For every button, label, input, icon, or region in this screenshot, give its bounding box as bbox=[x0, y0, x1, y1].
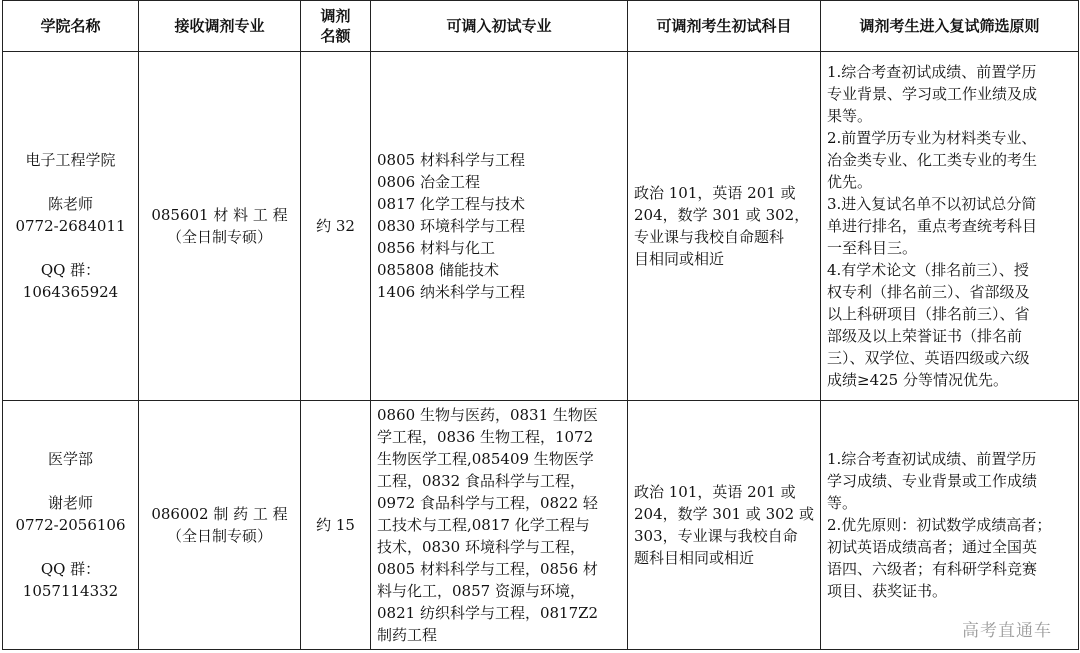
quota-cell: 约 32 bbox=[301, 52, 371, 401]
college-cell: 电子工程学院 陈老师 0772-2684011 QQ 群： 1064365924 bbox=[3, 52, 139, 401]
header-college: 学院名称 bbox=[3, 1, 139, 52]
header-quota: 调剂 名额 bbox=[301, 1, 371, 52]
table-row bbox=[3, 401, 1079, 650]
header-allowed-majors: 可调入初试专业 bbox=[371, 1, 628, 52]
watermark: 高考直通车 bbox=[962, 621, 1052, 641]
allowed-majors-cell: 0860 生物与医药，0831 生物医 学工程，0836 生物工程，1072 生物医学工程,085409 生物医学 工程，0832 食品科学与工程， 0972 食品科学与工程，0822 轻 工技术与工程,0817 化学工程与 技术，0830 环境科学与工程， 0805 材料科学与工程，0856 材 料与化工，0857 资源与环境， 0821 纺织科学与工程，0817Z2 制药工程 bbox=[371, 401, 628, 650]
header-subjects: 可调剂考生初试科目 bbox=[628, 1, 821, 52]
table-row bbox=[3, 52, 1079, 401]
header-principles: 调剂考生进入复试筛选原则 bbox=[821, 1, 1079, 52]
header-major: 接收调剂专业 bbox=[139, 1, 301, 52]
major-cell: 085601 材 料 工 程 （全日制专硕） bbox=[139, 52, 301, 401]
subjects-cell: 政治 101，英语 201 或 204，数学 301 或 302 或 303，专业课与我校自命 题科目相同或相近 bbox=[628, 401, 821, 650]
quota-cell: 约 15 bbox=[301, 401, 371, 650]
subjects-cell: 政治 101，英语 201 或 204，数学 301 或 302， 专业课与我校自命题科 目相同或相近 bbox=[628, 52, 821, 401]
major-cell: 086002 制 药 工 程 （全日制专硕） bbox=[139, 401, 301, 650]
allowed-majors-cell: 0805 材料科学与工程 0806 冶金工程 0817 化学工程与技术 0830 环境科学与工程 0856 材料与化工 085808 储能技术 1406 纳米科学与工程 bbox=[371, 52, 628, 401]
principles-cell: 1.综合考查初试成绩、前置学历 专业背景、学习或工作业绩及成 果等。 2.前置学历专业为材料类专业、 冶金类专业、化工类专业的考生 优先。 3.进入复试名单不以初试总分简 单进行排名，重点考查统考科目 一至科目三。 4.有学术论文（排名前三）、授 权专利（排名前三）、省部级及 以上科研项目（排名前三）、省 部级及以上荣誉证书（排名前 三）、双学位、英语四级或六级 成绩≥425 分等情况优先。 bbox=[821, 52, 1079, 401]
principles-cell: 1.综合考查初试成绩、前置学历 学习成绩、专业背景或工作成绩 等。 2.优先原则：初试数学成绩高者； 初试英语成绩高者；通过全国英 语四、六级者；有科研学科竞赛 项目、获奖证书。 bbox=[821, 401, 1079, 650]
header-row bbox=[3, 1, 1079, 52]
college-cell: 医学部 谢老师 0772-2056106 QQ 群： 1057114332 bbox=[3, 401, 139, 650]
adjustment-table bbox=[2, 0, 1079, 650]
